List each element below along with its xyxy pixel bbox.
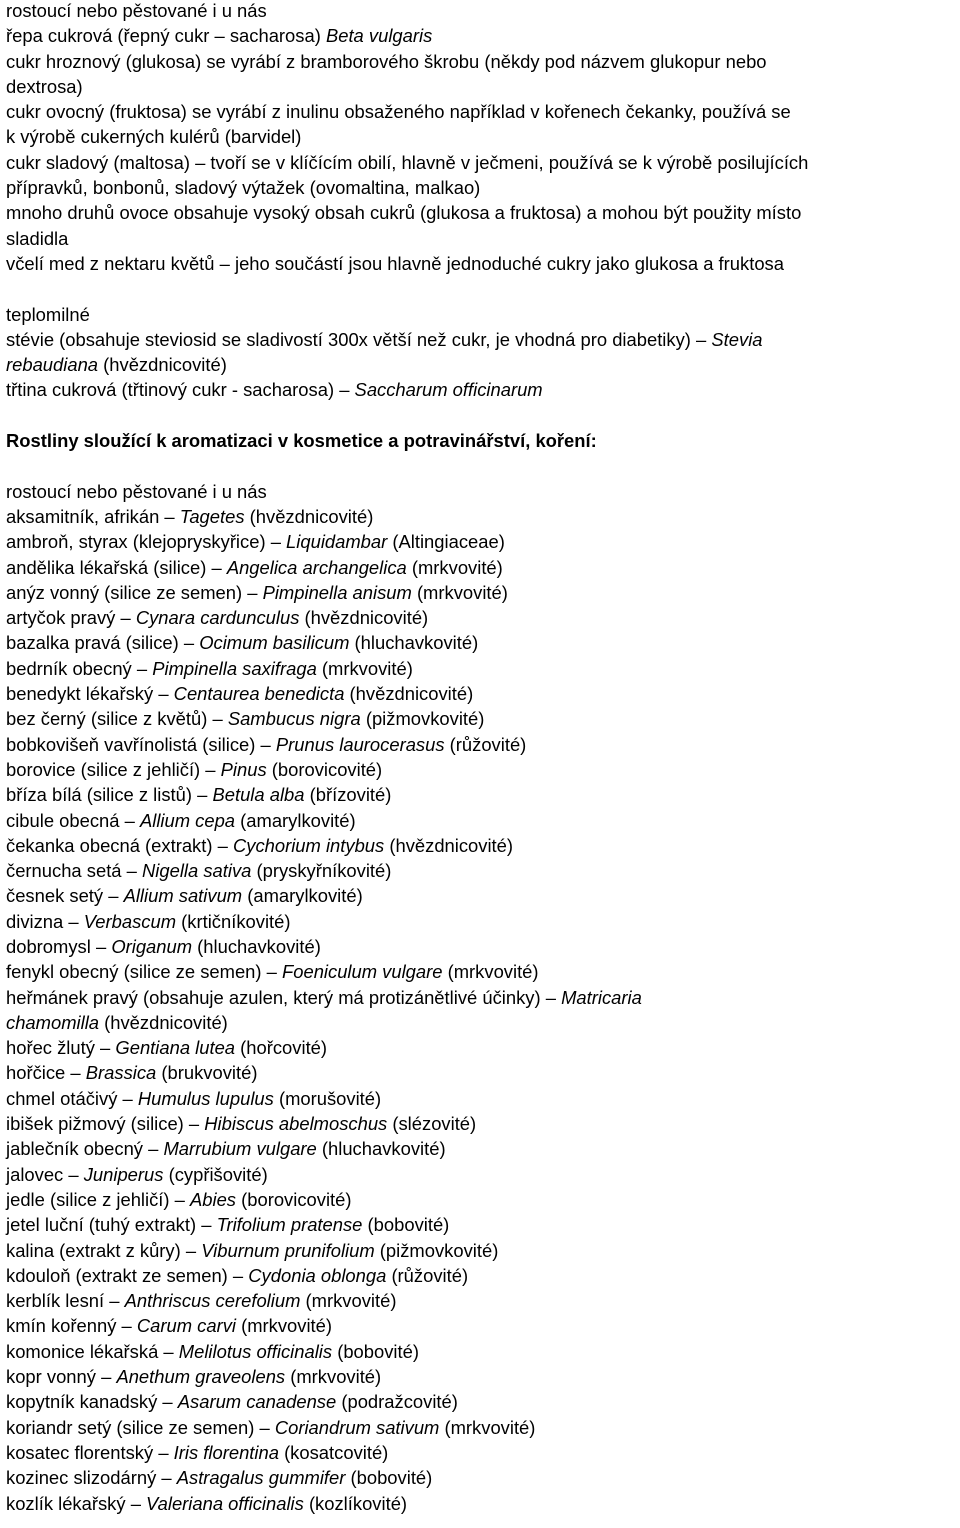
latin-name: Stevia — [711, 328, 763, 350]
line-text: heřmánek pravý (obsahuje azulen, který má protizánětlivé účinky) — [6, 986, 546, 1008]
plant-entry — [6, 1263, 954, 1288]
line-text: přípravků, bonbonů, sladový výtažek (ovomaltina, malkao) — [6, 177, 481, 199]
spacer — [6, 403, 954, 428]
text-line — [6, 377, 954, 402]
line-text: (brukvovité) — [156, 1062, 258, 1084]
latin-name: Coriandrum sativum — [274, 1416, 440, 1438]
dash-separator: – — [95, 935, 107, 957]
line-text: cukr hroznový (glukosa) se vyrábí z bramborového škrobu (někdy pod názvem glukopur nebo — [6, 50, 767, 72]
latin-name: Liquidambar — [286, 531, 388, 553]
line-text: k výrobě cukerných kulérů (barvidel) — [6, 126, 302, 148]
line-text: bez černý (silice z květů) — [6, 708, 213, 730]
plant-entry — [6, 1136, 954, 1161]
plant-entry — [6, 529, 954, 554]
dash-separator: – — [148, 1138, 159, 1160]
plant-entry — [6, 985, 954, 1010]
latin-name: Humulus lupulus — [137, 1087, 274, 1109]
plant-entry — [6, 1364, 954, 1389]
latin-name: Marrubium vulgare — [163, 1138, 317, 1160]
line-text: cukr sladový (maltosa) — [6, 151, 196, 173]
plant-entry — [6, 833, 954, 858]
line-text: chmel otáčivý — [6, 1087, 123, 1109]
text-line — [6, 124, 954, 149]
line-text: hořčice — [6, 1062, 71, 1084]
plant-entry — [6, 1010, 954, 1035]
latin-name: Gentiana lutea — [115, 1037, 236, 1059]
dash-separator: – — [68, 910, 79, 932]
dash-separator: – — [120, 607, 131, 629]
latin-name: Brassica — [85, 1062, 157, 1084]
latin-name: Iris florentina — [173, 1441, 279, 1463]
dash-separator: – — [197, 784, 208, 806]
plant-entry — [6, 1339, 954, 1364]
latin-name: Pimpinella anisum — [262, 581, 412, 603]
latin-name: Asarum canadense — [177, 1391, 337, 1413]
dash-separator: – — [212, 708, 223, 730]
plant-entry — [6, 1060, 954, 1085]
plant-entry — [6, 1035, 954, 1060]
latin-name: Ocimum basilicum — [199, 632, 350, 654]
line-text: mnoho druhů ovoce obsahuje vysoký obsah cukrů (glukosa a fruktosa) a mohou být použity místo — [6, 202, 802, 224]
text-line — [6, 175, 954, 200]
line-text: (kosatcovité) — [278, 1441, 389, 1463]
line-text: (mrkvovité) — [411, 581, 508, 603]
line-text: (břízovité) — [304, 784, 392, 806]
latin-name: Saccharum officinarum — [354, 379, 543, 401]
line-text: bobkovišeň vavřínolistá (silice) — [6, 733, 261, 755]
dash-separator: – — [214, 25, 225, 47]
line-text: ambroň, styrax (klejopryskyřice) — [6, 531, 271, 553]
line-text: řepa cukrová (řepný cukr — [6, 25, 215, 47]
line-text: sladidla — [6, 227, 69, 249]
plant-entry — [6, 959, 954, 984]
dash-separator: – — [122, 1087, 133, 1109]
dash-separator: – — [100, 1037, 111, 1059]
plant-entry — [6, 1313, 954, 1338]
text-line — [6, 226, 954, 251]
latin-name: Cychorium intybus — [232, 834, 385, 856]
latin-name: Abies — [190, 1188, 237, 1210]
dash-separator: – — [121, 1315, 132, 1337]
latin-name: Pinus — [220, 758, 267, 780]
dash-separator: – — [163, 1340, 174, 1362]
dash-separator: – — [183, 632, 195, 654]
line-text: (bobovité) — [345, 1467, 433, 1489]
line-text: (hvězdnicovité) — [98, 354, 227, 376]
plant-entry — [6, 1440, 954, 1465]
plant-entry — [6, 555, 954, 580]
dash-separator: – — [126, 860, 137, 882]
line-text: benedykt lékařský — [6, 683, 159, 705]
line-text: (borovicovité) — [266, 758, 383, 780]
dash-separator: – — [339, 379, 350, 401]
plant-entry — [6, 934, 954, 959]
line-text: jedle (silice z jehličí) — [6, 1188, 175, 1210]
plant-entry — [6, 1415, 954, 1440]
line-text: třtina cukrová (třtinový cukr - sacharosa) — [6, 379, 340, 401]
text-line — [6, 23, 954, 48]
latin-name: Valeriana officinalis — [146, 1492, 304, 1514]
dash-separator: – — [109, 1290, 120, 1312]
latin-name: chamomilla — [6, 1011, 100, 1033]
line-text: jablečník obecný — [6, 1138, 149, 1160]
dash-separator: – — [136, 657, 148, 679]
plant-entry — [6, 858, 954, 883]
line-text: (amarylkovité) — [242, 885, 363, 907]
dash-separator: – — [205, 758, 216, 780]
dash-separator: – — [260, 733, 271, 755]
line-text: česnek setý — [6, 885, 109, 907]
line-text: koriandr setý (silice ze semen) — [6, 1416, 260, 1438]
line-text: bazalka pravá (silice) — [6, 632, 184, 654]
latin-name: rebaudiana — [6, 354, 99, 376]
line-text: aksamitník, afrikán — [6, 505, 165, 527]
latin-name: Hibiscus abelmoschus — [204, 1113, 388, 1135]
dash-separator: – — [259, 1416, 270, 1438]
spacer — [6, 276, 954, 301]
dash-separator: – — [185, 1239, 197, 1261]
plant-entry — [6, 782, 954, 807]
sugar-list — [6, 23, 954, 276]
latin-name: Cydonia oblonga — [248, 1264, 387, 1286]
line-text: (růžovité) — [444, 733, 527, 755]
latin-name: Cynara cardunculus — [135, 607, 300, 629]
latin-name: Allium sativum — [123, 885, 243, 907]
line-text: komonice lékařská — [6, 1340, 164, 1362]
dash-separator: – — [70, 1062, 81, 1084]
line-text: (podražcovité) — [336, 1391, 458, 1413]
latin-name: Juniperus — [83, 1163, 164, 1185]
line-text: (hvězdnicovité) — [99, 1011, 228, 1033]
plant-entry — [6, 1187, 954, 1212]
plant-entry — [6, 580, 954, 605]
plant-entry — [6, 732, 954, 757]
line-text: jeho součástí jsou hlavně jednoduché cukry jako glukosa a fruktosa — [229, 252, 784, 274]
line-text: stévie (obsahuje steviosid se sladivostí 300x větší než cukr, je vhodná pro diabetiky) — [6, 328, 697, 350]
latin-name: Tagetes — [179, 505, 245, 527]
dash-separator: – — [124, 809, 135, 831]
dash-separator: – — [545, 986, 556, 1008]
plant-entry — [6, 1288, 954, 1313]
plant-entry — [6, 1465, 954, 1490]
line-text: dobromysl — [6, 935, 96, 957]
text-line — [6, 99, 954, 124]
line-text: (Altingiaceae) — [387, 531, 505, 553]
plant-entry — [6, 656, 954, 681]
latin-name: Foeniculum vulgare — [282, 961, 443, 983]
plant-list — [6, 504, 954, 1516]
line-text: (bobovité) — [332, 1340, 419, 1362]
line-text: ibišek pižmový (silice) — [6, 1113, 189, 1135]
line-text: andělika lékařská (silice) — [6, 556, 212, 578]
line-text: (pižmovkovité) — [360, 708, 485, 730]
line-text: kopr vonný — [6, 1366, 102, 1388]
line-text: kozinec slizodárný — [6, 1467, 162, 1489]
line-text: jetel luční (tuhý extrakt) — [6, 1214, 202, 1236]
line-text: kdouloň (extrakt ze semen) — [6, 1264, 233, 1286]
dash-separator: – — [108, 885, 119, 907]
latin-name: Betula alba — [212, 784, 305, 806]
line-text: anýz vonný (silice ze semen) — [6, 581, 248, 603]
plant-entry — [6, 706, 954, 731]
plant-entry — [6, 1389, 954, 1414]
dash-separator: – — [101, 1366, 112, 1388]
plant-entry — [6, 909, 954, 934]
dash-separator: – — [232, 1264, 244, 1286]
line-text: bříza bílá (silice z listů) — [6, 784, 198, 806]
line-text: cukr ovocný (fruktosa) se vyrábí z inulinu obsaženého například v kořenech čekanky, používá se — [6, 101, 791, 123]
line-text: kopytník kanadský — [6, 1391, 163, 1413]
line-text: (kozlíkovité) — [303, 1492, 408, 1514]
latin-name: Trifolium pratense — [216, 1214, 363, 1236]
line-text: (hořcovité) — [235, 1037, 328, 1059]
dash-separator: – — [266, 961, 277, 983]
line-text: (amarylkovité) — [235, 809, 356, 831]
line-text: divizna — [6, 910, 69, 932]
spacer — [6, 453, 954, 478]
line-text: (hluchavkovité) — [349, 632, 479, 654]
line-text: (krtičníkovité) — [176, 910, 291, 932]
dash-separator: – — [188, 1113, 200, 1135]
text-line — [6, 327, 954, 352]
text-line — [6, 200, 954, 225]
dash-separator: – — [201, 1214, 212, 1236]
line-text: (cypřišovité) — [163, 1163, 268, 1185]
line-text: (mrkvovité) — [406, 556, 503, 578]
latin-name: Pimpinella saxifraga — [152, 657, 317, 679]
latin-name: Centaurea benedicta — [173, 683, 345, 705]
line-text: dextrosa) — [6, 75, 83, 97]
line-text: artyčok pravý — [6, 607, 121, 629]
line-text: hořec žlutý — [6, 1037, 101, 1059]
text-line — [6, 352, 954, 377]
latin-name: Origanum — [111, 935, 193, 957]
section-intro: teplomilné — [6, 303, 90, 325]
thermophilic-list — [6, 327, 954, 403]
latin-name: Allium cepa — [139, 809, 236, 831]
line-text: fenykl obecný (silice ze semen) — [6, 961, 267, 983]
line-text: (hvězdnicovité) — [244, 505, 374, 527]
line-text: (růžovité) — [386, 1264, 469, 1286]
line-text: jalovec — [6, 1163, 69, 1185]
line-text: (hvězdnicovité) — [299, 607, 429, 629]
line-text: (hvězdnicovité) — [384, 834, 514, 856]
latin-name: Nigella sativa — [142, 860, 252, 882]
line-text: kalina (extrakt z kůry) — [6, 1239, 186, 1261]
line-text: (hvězdnicovité) — [344, 683, 474, 705]
dash-separator: – — [195, 151, 206, 173]
line-text: čekanka obecná (extrakt) — [6, 834, 218, 856]
line-text: tvoří se v klíčícím obilí, hlavně v ječmeni, používá se k výrobě posilujících — [205, 151, 809, 173]
plant-entry — [6, 504, 954, 529]
line-text: kosatec florentský — [6, 1441, 159, 1463]
dash-separator: – — [68, 1163, 79, 1185]
line-text: kmín kořenný — [6, 1315, 122, 1337]
dash-separator: – — [158, 683, 169, 705]
text-line — [6, 74, 954, 99]
latin-name: Prunus laurocerasus — [275, 733, 445, 755]
dash-separator: – — [211, 556, 222, 578]
line-text: sacharosa) — [224, 25, 326, 47]
plant-entry — [6, 1238, 954, 1263]
dash-separator: – — [696, 328, 707, 350]
line-text: (mrkvovité) — [300, 1290, 397, 1312]
line-text: (slézovité) — [387, 1113, 477, 1135]
dash-separator: – — [247, 581, 258, 603]
latin-name: Beta vulgaris — [325, 25, 433, 47]
line-text: kerblík lesní — [6, 1290, 110, 1312]
plant-entry — [6, 630, 954, 655]
section-heading: Rostliny sloužící k aromatizaci v kosmetice a potravinářství, koření: — [6, 430, 597, 452]
latin-name: Carum carvi — [136, 1315, 236, 1337]
line-text: (mrkvovité) — [439, 1416, 536, 1438]
plant-entry — [6, 808, 954, 833]
dash-separator: – — [161, 1467, 172, 1489]
dash-separator: – — [174, 1188, 185, 1210]
latin-name: Anthriscus cerefolium — [124, 1290, 301, 1312]
plant-entry — [6, 1111, 954, 1136]
latin-name: Anethum graveolens — [116, 1366, 286, 1388]
line-text: (pryskyřníkovité) — [251, 860, 392, 882]
plant-entry — [6, 883, 954, 908]
section-intro: rostoucí nebo pěstované i u nás — [6, 480, 267, 502]
dash-separator: – — [162, 1391, 173, 1413]
dash-separator: – — [130, 1492, 141, 1514]
latin-name: Sambucus nigra — [227, 708, 361, 730]
latin-name: Melilotus officinalis — [178, 1340, 333, 1362]
line-text: cibule obecná — [6, 809, 125, 831]
dash-separator: – — [164, 505, 175, 527]
latin-name: Viburnum prunifolium — [201, 1239, 375, 1261]
text-line — [6, 251, 954, 276]
line-text: kozlík lékařský — [6, 1492, 131, 1514]
line-text: (borovicovité) — [236, 1188, 352, 1210]
latin-name: Matricaria — [561, 986, 642, 1008]
dash-separator: – — [219, 252, 230, 274]
line-text: borovice (silice z jehličí) — [6, 758, 206, 780]
text-line — [6, 49, 954, 74]
latin-name: Astragalus gummifer — [176, 1467, 346, 1489]
line-text: (morušovité) — [273, 1087, 382, 1109]
line-text: (pižmovkovité) — [374, 1239, 499, 1261]
plant-entry — [6, 1086, 954, 1111]
section-intro: rostoucí nebo pěstované i u nás — [6, 0, 267, 21]
line-text: (mrkvovité) — [316, 657, 413, 679]
line-text: bedrník obecný — [6, 657, 137, 679]
plant-entry — [6, 1212, 954, 1237]
plant-entry — [6, 1162, 954, 1187]
line-text: (mrkvovité) — [235, 1315, 333, 1337]
line-text: (hluchavkovité) — [192, 935, 321, 957]
latin-name: Verbascum — [83, 910, 177, 932]
line-text: (hluchavkovité) — [316, 1138, 446, 1160]
dash-separator: – — [270, 531, 281, 553]
line-text: (mrkvovité) — [285, 1366, 382, 1388]
dash-separator: – — [217, 834, 228, 856]
text-line — [6, 150, 954, 175]
line-text: (mrkvovité) — [442, 961, 539, 983]
line-text: černucha setá — [6, 860, 127, 882]
plant-entry — [6, 681, 954, 706]
dash-separator: – — [158, 1441, 169, 1463]
plant-entry — [6, 605, 954, 630]
plant-entry — [6, 757, 954, 782]
line-text: (bobovité) — [362, 1214, 450, 1236]
plant-entry — [6, 1491, 954, 1516]
latin-name: Angelica archangelica — [226, 556, 407, 578]
line-text: včelí med z nektaru květů — [6, 252, 220, 274]
